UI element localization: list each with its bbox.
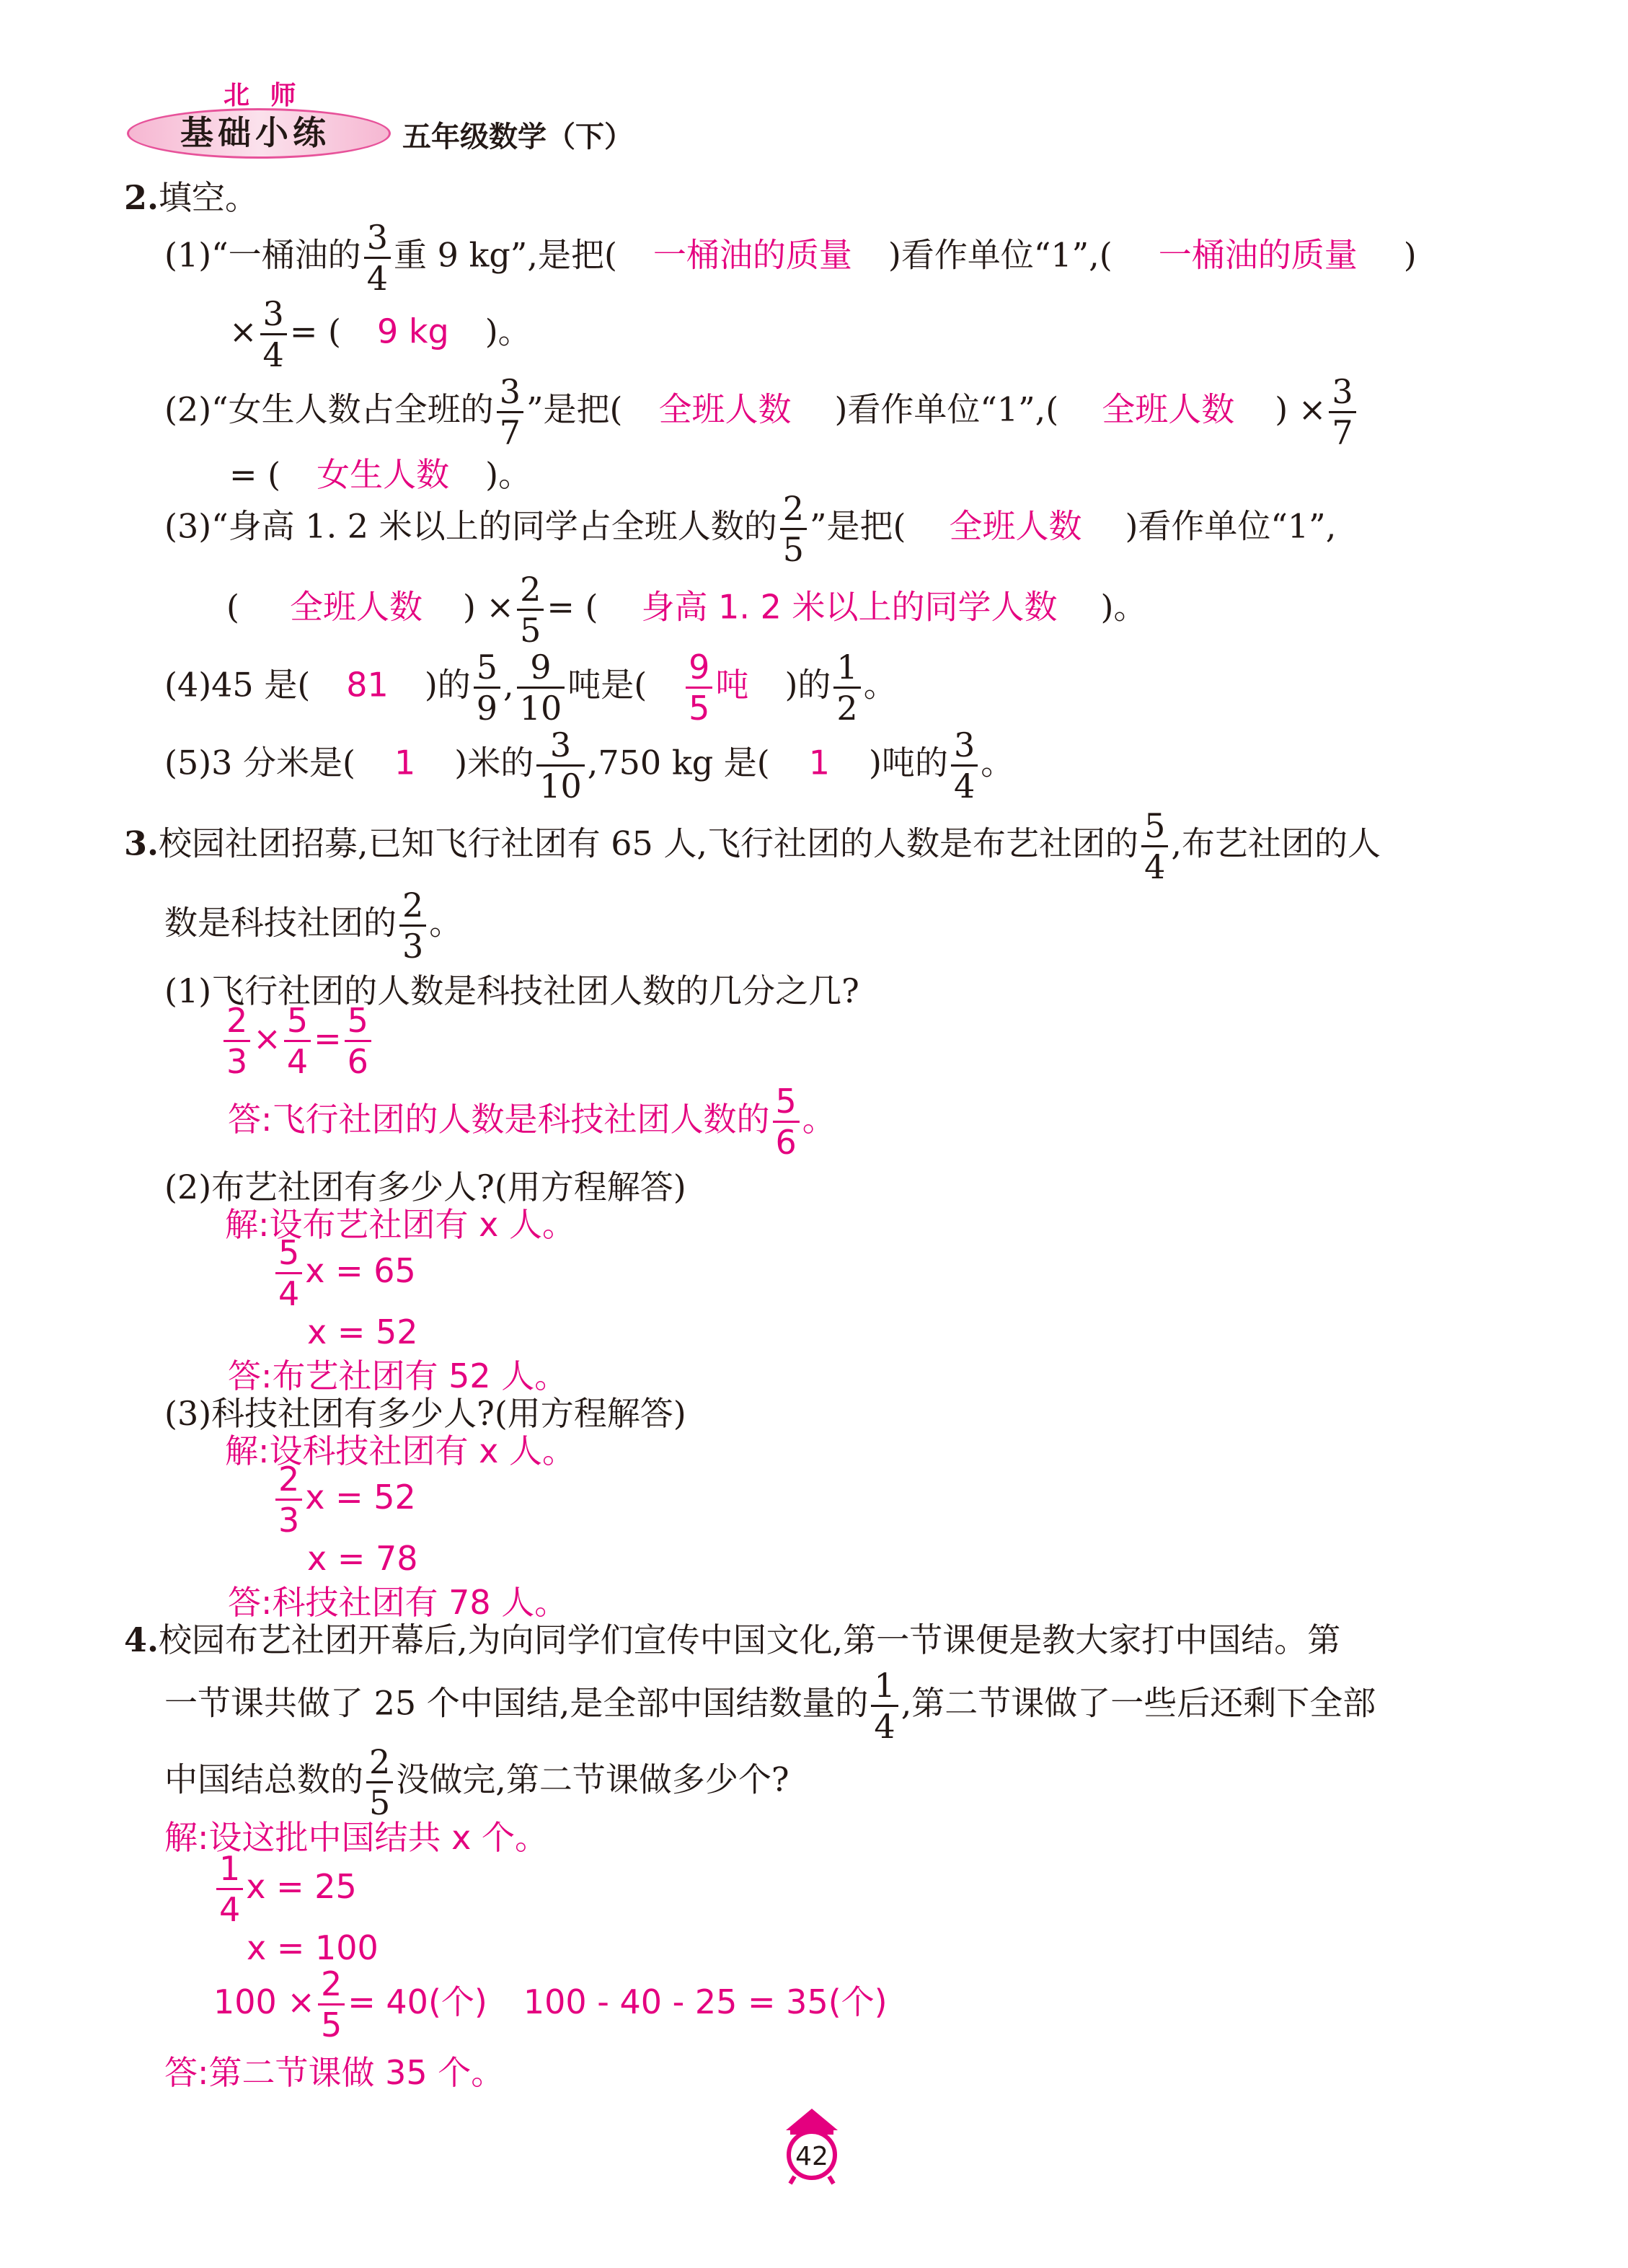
- q3-number: 3.: [124, 824, 159, 863]
- answer: 1: [394, 743, 416, 782]
- q3-s1-calc: $\frac{2}{3}$ × $\frac{5}{4}$ = $\frac{5}{6}$: [221, 1004, 374, 1078]
- q2-p2-line2: = ( 女生人数 )。: [229, 455, 532, 494]
- fraction: $\frac{9}{10}$: [517, 650, 565, 725]
- answer: $\frac{9}{5}$: [686, 650, 712, 725]
- fraction: $\frac{2}{3}$: [399, 888, 426, 963]
- fraction: $\frac{3}{4}$: [951, 728, 978, 803]
- answer: 一桶油的质量: [1158, 235, 1358, 275]
- page-number-badge: [777, 2106, 846, 2185]
- q3-s3-question: (3)科技社团有多少人?(用方程解答): [164, 1394, 686, 1433]
- q4-solution: 解:设这批中国结共 x 个。: [164, 1818, 548, 1857]
- q4-line3: 中国结总数的 $\frac{2}{5}$ 没做完,第二节课做多少个?: [164, 1742, 789, 1822]
- q4-number: 4.: [124, 1620, 159, 1659]
- answer: 身高 1. 2 米以上的同学人数: [641, 587, 1058, 627]
- answer: 全班人数: [658, 389, 792, 429]
- q4-eq1: $\frac{1}{4}$ x = 25: [213, 1852, 357, 1926]
- answer: 9 kg: [376, 312, 449, 351]
- q3-s3-answer: 答:科技社团有 78 人。: [228, 1583, 568, 1622]
- q3-s2-question: (2)布艺社团有多少人?(用方程解答): [164, 1168, 686, 1206]
- grade-title: 五年级数学（下）: [402, 120, 633, 154]
- fraction: $\frac{2}{5}$: [366, 1745, 393, 1819]
- q2-number: 2.: [124, 178, 159, 217]
- answer: 全班人数: [1102, 389, 1235, 429]
- fraction: $\frac{3}{4}$: [260, 297, 287, 371]
- answer: 全班人数: [289, 587, 423, 627]
- q2-p5: (5)3 分米是( 1 )米的 $\frac{3}{10}$ ,750 kg 是( 1 )吨的 $\frac{3}{4}$ 。: [164, 725, 1014, 806]
- answer: 1: [808, 743, 830, 782]
- answer: 一桶油的质量: [652, 235, 852, 275]
- q3-line1: 3.校园社团招募,已知飞行社团有 65 人,飞行社团的人数是布艺社团的 $\frac{5}{4}$ ,布艺社团的人: [124, 806, 1381, 886]
- fraction: $\frac{2}{5}$: [780, 492, 807, 566]
- q4-line2: 一节课共做了 25 个中国结,是全部中国结数量的 $\frac{1}{4}$ ,第二节课做了一些后还剩下全部: [164, 1666, 1376, 1746]
- q3-line2: 数是科技社团的 $\frac{2}{3}$ 。: [164, 886, 463, 966]
- series-title: 基础小练: [180, 113, 330, 152]
- q2-p1-line2: × $\frac{3}{4}$ = ( 9 kg )。: [229, 294, 531, 374]
- q3-s2-eq2: x = 52: [307, 1312, 418, 1351]
- q2-title: 填空。: [159, 178, 259, 217]
- fraction: $\frac{3}{7}$: [497, 375, 523, 449]
- q3-s1-question: (1)飞行社团的人数是科技社团人数的几分之几?: [164, 971, 859, 1010]
- q2-p3-line1: (3)“身高 1. 2 米以上的同学占全班人数的 $\frac{2}{5}$ ”是把( 全班人数 )看作单位“1”,: [164, 489, 1337, 569]
- q4-answer: 答:第二节课做 35 个。: [164, 2053, 505, 2092]
- page-number: 42: [795, 2142, 828, 2171]
- q4-eq2: x = 100: [247, 1928, 379, 1967]
- q3-s2-solution: 解:设布艺社团有 x 人。: [225, 1205, 575, 1244]
- q2-p2-line1: (2)“女生人数占全班的 $\frac{3}{7}$ ”是把( 全班人数 )看作单位“1”,( 全班人数 ) × $\frac{3}{7}$: [164, 375, 1359, 449]
- q2-p1-line1: (1)“一桶油的 $\frac{3}{4}$ 重 9 kg”,是把( 一桶油的质量 )看作单位“1”,( 一桶油的质量 ): [164, 218, 1417, 298]
- fraction: $\frac{3}{4}$: [364, 221, 391, 295]
- q2-heading: [124, 172, 258, 219]
- q4-line1: 4.校园布艺社团开幕后,为向同学们宣传中国文化,第一节课便是教大家打中国结。第: [124, 1620, 1341, 1659]
- q3-s2-eq1: $\frac{5}{4}$ x = 65: [273, 1236, 416, 1310]
- fraction: $\frac{5}{9}$: [474, 650, 500, 725]
- fraction: $\frac{3}{10}$: [536, 728, 585, 803]
- q3-s1-answer: 答:飞行社团的人数是科技社团人数的 $\frac{5}{6}$ 。: [228, 1082, 836, 1162]
- q3-s3-eq2: x = 78: [307, 1539, 418, 1578]
- fraction: $\frac{1}{4}$: [871, 1669, 898, 1743]
- q3-s3-eq1: $\frac{2}{3}$ x = 52: [273, 1462, 416, 1537]
- q2-p3-line2: ( 全班人数 ) × $\frac{2}{5}$ = ( 身高 1. 2 米以上的同学人数 )。: [226, 570, 1147, 650]
- series-top: 北 师: [224, 81, 302, 110]
- q4-calc: 100 × $\frac{2}{5}$ = 40(个) 100 - 40 - 25 = 35(个): [213, 1964, 888, 2044]
- fraction: $\frac{2}{5}$: [517, 573, 544, 647]
- fraction: $\frac{1}{2}$: [833, 650, 860, 725]
- answer: 全班人数: [949, 506, 1082, 546]
- answer: 81: [346, 665, 389, 705]
- fraction: $\frac{5}{4}$: [1141, 809, 1168, 883]
- fraction: $\frac{3}{7}$: [1329, 375, 1355, 449]
- q3-s2-answer: 答:布艺社团有 52 人。: [228, 1356, 568, 1395]
- answer: 女生人数: [317, 455, 450, 494]
- q3-s3-solution: 解:设科技社团有 x 人。: [225, 1431, 575, 1470]
- q2-p4: (4)45 是( 81 )的 $\frac{5}{9}$ , $\frac{9}{10}$ 吨是( $\frac{9}{5}$ 吨 )的 $\frac{1}{2}$ 。: [164, 648, 897, 728]
